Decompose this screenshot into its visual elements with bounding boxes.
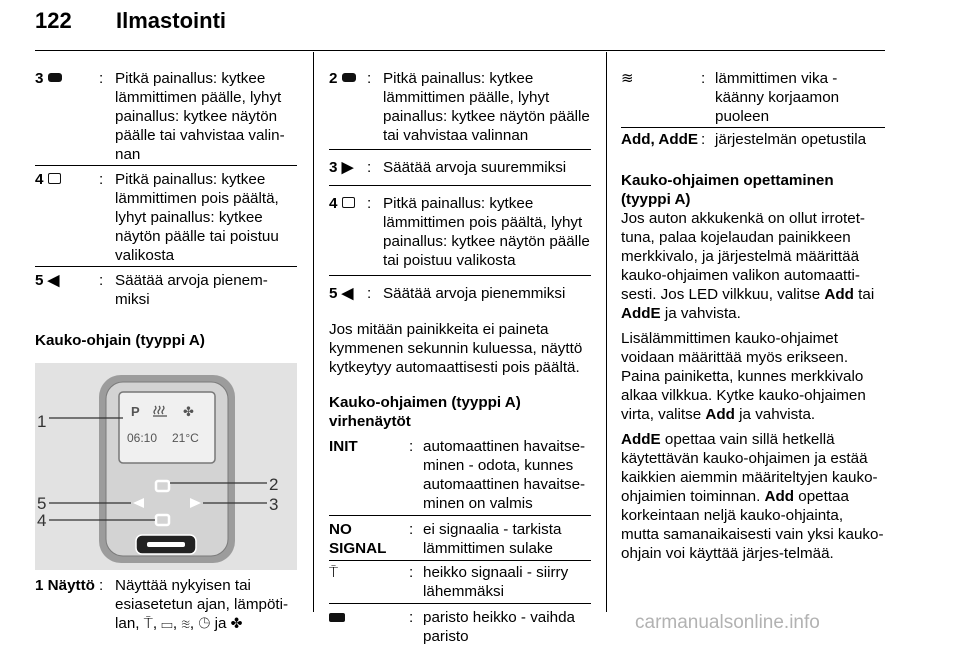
- list-item: 1 Näyttö : Näyttää nykyisen tai esiasetetun ajan, lämpöti-lan, ⍑, ▭, ≋, ◷ ja ✤: [35, 576, 297, 633]
- display-temperature: 21°C: [172, 431, 199, 445]
- item-description: Säätää arvoja pienem-miksi: [115, 272, 268, 308]
- item-description: Pitkä painallus: kytkee lämmittimen päälle, lyhyt painallus: kytkee näytön päälle tai vahvistaa valinnan: [383, 70, 590, 144]
- callout-4: 4: [37, 511, 47, 530]
- divider: [329, 275, 591, 276]
- item-number: 5 ◀: [35, 272, 60, 289]
- column-right: [621, 52, 885, 563]
- error-code: NO SIGNAL: [329, 521, 387, 557]
- fan-icon: ✤: [230, 615, 243, 632]
- left-arrow-icon: ◀: [341, 285, 354, 302]
- list-item: ≋ : lämmittimen vika - käänny korjaamon puoleen: [621, 69, 885, 126]
- heater-icon: ≋: [181, 615, 190, 632]
- list-item: 2 : Pitkä painallus: kytkee lämmittimen päälle, lyhyt painallus: kytkee näytön päälle tai vahvistaa valinnan: [329, 70, 590, 144]
- error-description: ei signaalia - tarkista lämmittimen sulake: [423, 521, 562, 557]
- list-item: 3 ▶ : Säätää arvoja suuremmiksi: [329, 158, 591, 177]
- battery-icon: [329, 608, 409, 646]
- page-title: Ilmastointi: [116, 8, 227, 33]
- list-item: 5 ◀ : Säätää arvoja pienem-miksi: [35, 271, 297, 309]
- error-description: heikko signaali - siirry lähemmäksi: [423, 564, 569, 600]
- error-description: paristo heikko - vaihda paristo: [423, 609, 575, 645]
- list-item: 5 ◀ : Säätää arvoja pienemmiksi: [329, 284, 591, 303]
- callout-5: 5: [37, 494, 47, 513]
- heater-icon: ≋: [621, 70, 634, 87]
- filled-key-icon: [48, 73, 62, 82]
- item-description: Pitkä painallus: kytkee lämmittimen pois päältä, lyhyt painallus: kytkee näytön päälle tai poistuu valikosta: [383, 195, 590, 269]
- error-code: INIT: [329, 438, 358, 455]
- clock-icon: ◷: [198, 615, 211, 632]
- divider: [329, 603, 591, 604]
- right-arrow-icon: ▶: [341, 159, 354, 176]
- paragraph: AddE opettaa vain sillä hetkellä käytettävän kauko-ohjaimen ja estää kaikkien aiemmin määriteltyjen kauko-ohjaimien toiminnan. Add opettaa korkeintaan neljä kauko-ohjainta, mutta samanaikaisesti vain yksi kauko-ohjain voi käyttää järjes-telmää.: [621, 431, 884, 562]
- antenna-icon: ⍑: [143, 615, 153, 632]
- divider: [329, 515, 591, 516]
- legend-description: Näyttää nykyisen tai esiasetetun ajan, lämpöti-lan, ⍑, ▭, ≋, ◷ ja ✤: [115, 577, 289, 632]
- remote-illustration: [35, 363, 297, 570]
- error-item: NO SIGNAL : ei signaalia - tarkista lämmittimen sulake: [329, 520, 591, 558]
- item-number: 3 ▶: [329, 159, 354, 176]
- display-mode-letter: P: [131, 404, 140, 419]
- item-description: Pitkä painallus: kytkee lämmittimen päälle, lyhyt painallus: kytkee näytön päälle tai vahvistaa valin-nan: [115, 70, 285, 163]
- divider: [35, 266, 297, 267]
- list-item: 3 : Pitkä painallus: kytkee lämmittimen päälle, lyhyt painallus: kytkee näytön päälle tai vahvistaa valin-nan: [35, 69, 297, 164]
- watermark: carmanualsonline.info: [635, 612, 820, 633]
- column-left: [35, 52, 297, 633]
- filled-key-icon: [342, 73, 356, 82]
- item-description: järjestelmän opetustila: [715, 131, 867, 148]
- page-header: [35, 0, 885, 51]
- item-description: Säätää arvoja pienemmiksi: [383, 285, 566, 302]
- callout-2: 2: [269, 475, 279, 494]
- divider: [329, 149, 591, 150]
- item-term: Add, AddE: [621, 131, 699, 148]
- legend-term: 1 Näyttö: [35, 577, 95, 594]
- column-middle: [329, 52, 591, 646]
- error-item: INIT : automaattinen havaitse-minen - odota, kunnes automaattinen havaitse-minen on valmis: [329, 437, 591, 513]
- paragraph: Jos auton akkukenkä on ollut irrotet-tuna, palaa kojelaudan painikkeen merkkivalo, ja järjestelmä määrittää kauko-ohjaimen valikon automaatti-sesti. Jos LED vilkkuu, valitse Add tai AddE ja vahvista.: [621, 210, 875, 322]
- remote-figure: [35, 363, 297, 570]
- list-item: 4 : Pitkä painallus: kytkee lämmittimen pois päältä, lyhyt painallus: kytkee näytön päälle tai poistuu valikosta: [329, 195, 590, 269]
- error-description: automaattinen havaitse-minen - odota, kunnes automaattinen havaitse-minen on valmis: [423, 438, 586, 512]
- divider: [329, 560, 591, 561]
- display-time: 06:10: [127, 431, 158, 445]
- section-heading: Kauko-ohjaimen opettaminen (tyyppi A): [621, 172, 834, 208]
- item-description: lämmittimen vika - käänny korjaamon puoleen: [715, 70, 840, 125]
- error-item: ⍑ : heikko signaali - siirry lähemmäksi: [329, 563, 591, 601]
- divider: [329, 185, 591, 186]
- item-number: 4: [329, 194, 367, 270]
- list-item: 4 : Pitkä painallus: kytkee lämmittimen pois päältä, lyhyt painallus: kytkee näytön päälle tai poistuu valikosta: [35, 170, 297, 265]
- error-item: : paristo heikko - vaihda paristo: [329, 608, 591, 646]
- divider: [621, 127, 885, 128]
- outline-key-icon: [342, 197, 355, 208]
- fan-icon: ✤: [183, 404, 194, 419]
- divider: [35, 165, 297, 166]
- paragraph: Lisälämmittimen kauko-ohjaimet voidaan määrittää myös erikseen. Paina painiketta, kunnes merkkivalo alkaa vilkkua. Kytke kauko-ohjaimen virta, valitse Add ja vahvista.: [621, 330, 866, 423]
- callout-1: 1: [37, 412, 47, 431]
- page-number: 122: [35, 8, 72, 33]
- section-heading: Kauko-ohjain (tyyppi A): [35, 332, 205, 349]
- item-number: 3: [35, 69, 99, 164]
- item-number: 2: [329, 69, 367, 145]
- battery-icon: ▭: [161, 615, 173, 632]
- item-description: Pitkä painallus: kytkee lämmittimen pois päältä, lyhyt painallus: kytkee näytön päälle tai poistuu valikosta: [115, 171, 279, 264]
- outline-key-icon: [48, 173, 61, 184]
- column-divider: [606, 52, 607, 612]
- item-number: 5 ◀: [329, 285, 354, 302]
- column-divider: [313, 52, 314, 612]
- item-number: 4: [35, 170, 99, 265]
- item-description: Säätää arvoja suuremmiksi: [383, 159, 567, 176]
- subheading: Kauko-ohjaimen (tyyppi A) virhenäytöt: [329, 394, 521, 430]
- callout-3: 3: [269, 495, 279, 514]
- paragraph: Jos mitään painikkeita ei paineta kymmenen sekunnin kuluessa, näyttö kytkeytyy automaattisesti pois päältä.: [329, 321, 583, 376]
- remote-slot-inner: [147, 542, 185, 547]
- antenna-icon: ⍑: [329, 564, 339, 581]
- left-arrow-icon: ◀: [47, 272, 60, 289]
- list-item: Add, AddE : järjestelmän opetustila: [621, 130, 885, 149]
